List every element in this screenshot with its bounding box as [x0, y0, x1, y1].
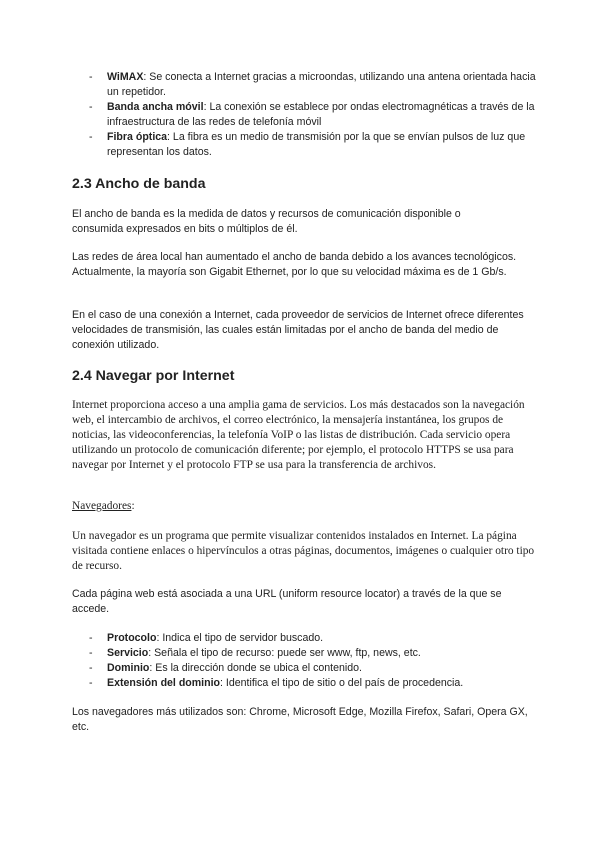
paragraph: Internet proporciona acceso a una amplia gama de servicios. Los más destacados son la navegación web, el intercambio de archivos, el correo electrónico, la mensajería instantánea, los grupos de noticias, las videoconferencias, la telefonía VoIP o las listas de distribución. Cada servicio opera utilizando un protocolo de comunicación diferente; por ejemplo, el protocolo HTTPS se usa para navegar por Internet y el protocolo FTP se usa para la transferencia de archivos. — [72, 399, 525, 471]
bullet-text: : Señala el tipo de recurso: puede ser www, ftp, news, etc. — [148, 647, 421, 659]
bullet-term: WiMAX — [107, 71, 144, 83]
list-item: - Protocolo: Indica el tipo de servidor buscado. — [89, 632, 324, 644]
bullet-text: : Es la dirección donde se ubica el contenido. — [149, 662, 362, 674]
list-item: - WiMAX: Se conecta a Internet gracias a microondas, utilizando una antena orientada hacia un repetidor. — [89, 71, 536, 98]
bullet-text: : Identifica el tipo de sitio o del país de procedencia. — [220, 677, 464, 689]
section-heading-navegar-por-internet: 2.4 Navegar por Internet — [72, 368, 235, 384]
list-item: - Dominio: Es la dirección donde se ubica el contenido. — [89, 662, 362, 674]
paragraph: Cada página web está asociada a una URL (uniform resource locator) a través de la que se accede. — [72, 588, 502, 615]
url-parts-list — [72, 631, 542, 691]
list-item: - Extensión del dominio: Identifica el tipo de sitio o del país de procedencia. — [89, 677, 464, 689]
paragraph: En el caso de una conexión a Internet, cada proveedor de servicios de Internet ofrece diferentes velocidades de transmisión, las cuales están limitadas por el ancho de banda del medio de conexión utilizado. — [72, 309, 524, 351]
list-item: - Banda ancha móvil: La conexión se establece por ondas electromagnéticas a través de la infraestructura de las redes de telefonía móvil — [89, 101, 535, 128]
list-item: - Servicio: Señala el tipo de recurso: puede ser www, ftp, news, etc. — [89, 647, 421, 659]
connection-types-list — [72, 70, 542, 160]
paragraph: El ancho de banda es la medida de datos y recursos de comunicación disponible o consumida expresados en bits o múltiplos de él. — [72, 208, 461, 235]
bullet-text: : La conexión se establece por ondas electromagnéticas a través de la infraestructura de las redes de telefonía móvil — [107, 101, 535, 128]
bullet-term: Extensión del dominio — [107, 677, 221, 689]
paragraph: Los navegadores más utilizados son: Chrome, Microsoft Edge, Mozilla Firefox, Safari, Opera GX, etc. — [72, 706, 528, 733]
bullet-term: Servicio — [107, 647, 149, 659]
bullet-term: Banda ancha móvil — [107, 101, 204, 113]
navegadores-subheading: Navegadores: — [72, 500, 135, 512]
paragraph: Las redes de área local han aumentado el ancho de banda debido a los avances tecnológicos. Actualmente, la mayoría son Gigabit Ethernet, por lo que su velocidad máxima es de 1 Gb/s. — [72, 251, 517, 278]
list-item: - Fibra óptica: La fibra es un medio de transmisión por la que se envían pulsos de luz que representan los datos. — [89, 131, 526, 158]
bullet-term: Protocolo — [107, 632, 157, 644]
paragraph: Un navegador es un programa que permite visualizar contenidos instalados en Internet. La página visitada contiene enlaces o hipervínculos a otras páginas, documentos, imágenes o cualquier otro tipo de recurso. — [72, 530, 535, 572]
bullet-text: : La fibra es un medio de transmisión por la que se envían pulsos de luz que representan los datos. — [107, 131, 526, 158]
bullet-text: : Se conecta a Internet gracias a microondas, utilizando una antena orientada hacia un repetidor. — [107, 71, 536, 98]
bullet-text: : Indica el tipo de servidor buscado. — [156, 632, 324, 644]
bullet-term: Fibra óptica — [107, 131, 168, 143]
bullet-term: Dominio — [107, 662, 150, 674]
section-heading-ancho-de-banda: 2.3 Ancho de banda — [72, 176, 206, 192]
